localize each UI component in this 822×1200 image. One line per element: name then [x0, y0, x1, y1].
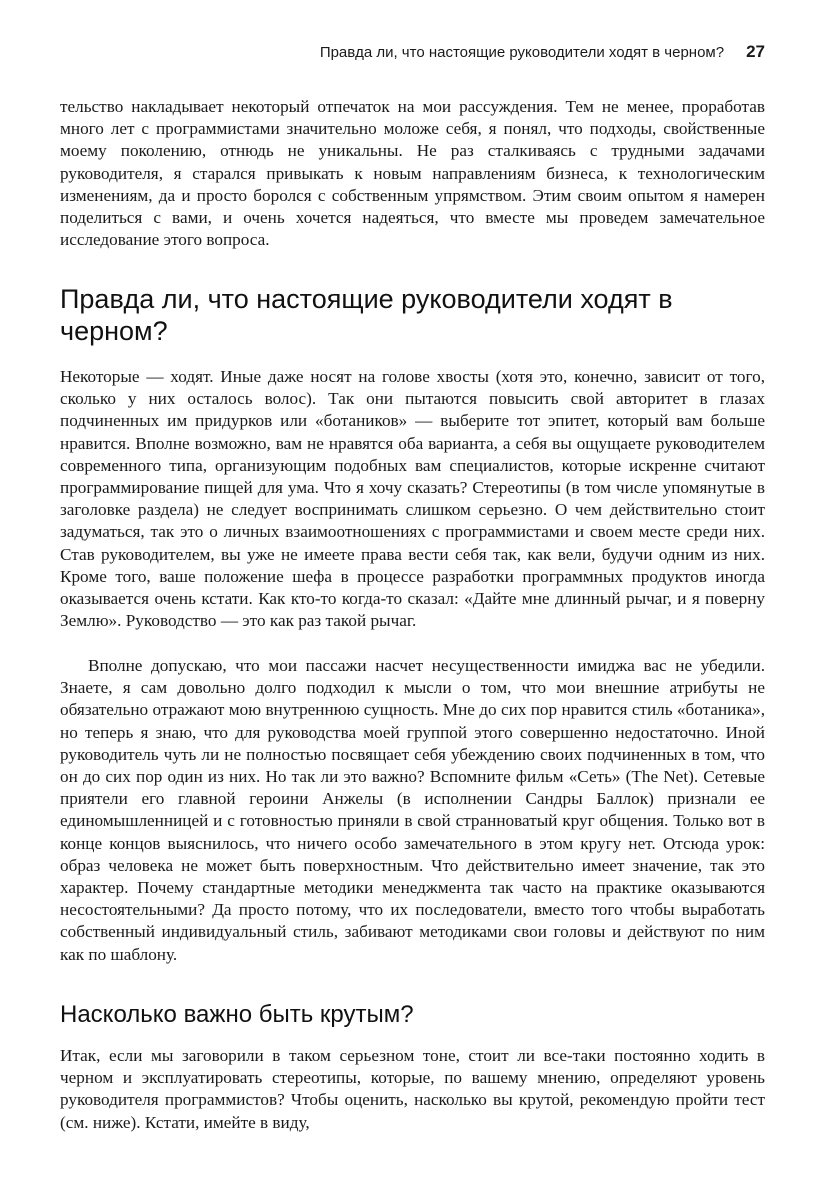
section-heading-coolness: Насколько важно быть крутым?: [60, 1001, 414, 1028]
intro-paragraph: тельство накладывает некоторый отпечаток на мои рассуждения. Тем не менее, проработав много лет с программистами значительно моложе себя, я понял, что подходы, свойственные моему поколению, отнюдь не уникальны. Не раз сталкиваясь с трудными задачами руководителя, я старался привыкать к новым направлениям бизнеса, к технологическим изменениям, да и просто боролся с собственным упрямством. Этим своим опытом я намерен поделиться с вами, и очень хочется надеяться, что вместе мы проведем замечательное исследование этого вопроса.: [60, 97, 765, 250]
section1-paragraph-2: Вполне допускаю, что мои пассажи насчет несущественности имиджа вас не убедили. Знаете, я сам довольно долго подходил к мысли о том, что мои внешние атрибуты не обязательно отражают мою внутреннюю сущность. Мне до сих пор нравится стиль «ботаника», но теперь я знаю, что для руководства моей группой этого совершенно недостаточно. Иной руководитель чуть ли не полностью посвящает себя убеждению своих подчиненных в том, что он до сих пор один из них. Но так ли это важно? Вспомните фильм «Сеть» (The Net). Сетевые приятели его главной героини Анжелы (в исполнении Сандры Баллок) признали ее единомышленницей и с готовностью приняли в свой странноватый круг общения. Только вот в конце концов выяснилось, что ничего особо замечательного в этом кругу нет. Отсюда урок: образ человека не может быть поверхностным. Что действительно имеет значение, так это характер. Почему стандартные методики менеджмента так часто на практике оказываются несостоятельными? Да просто потому, что их последователи, вместо того чтобы выработать собственный индивидуальный стиль, забивают методиками свои головы и действуют по ним как по шаблону.: [60, 656, 765, 964]
page-number: 27: [746, 42, 765, 61]
section-heading-black-clothes: Правда ли, что настоящие руководители ходят в черном?: [60, 284, 673, 346]
section2-paragraph-1: Итак, если мы заговорили в таком серьезном тоне, стоит ли все-таки постоянно ходить в черном и эксплуатировать стереотипы, которые, по вашему мнению, определяют уровень руководителя программистов? Чтобы оценить, насколько вы крутой, рекомендую пройти тест (см. ниже). Кстати, имейте в виду,: [60, 1046, 765, 1132]
running-head: [60, 42, 765, 66]
section1-paragraph-1: Некоторые — ходят. Иные даже носят на голове хвосты (хотя это, конечно, зависит от того, сколько у них осталось волос). Так они пытаются повысить свой авторитет в глазах подчиненных им придурков или «ботаников» — выберите тот эпитет, который вам больше нравится. Вполне возможно, вам не нравятся оба варианта, а себя вы ощущаете руководителем современного типа, организующим подобных вам специалистов, которые искренне считают программирование пищей для ума. Что я хочу сказать? Стереотипы (в том числе упомянутые в заголовке раздела) не следует воспринимать слишком серьезно. О чем действительно стоит задуматься, так это о личных взаимоотношениях с программистами и своем месте среди них. Став руководителем, вы уже не имеете права вести себя так, как вели, будучи одним из них. Кроме того, ваше положение шефа в процессе разработки программных продуктов иногда оказывается очень кстати. Как кто-то когда-то сказал: «Дайте мне длинный рычаг, и я поверну Землю». Руководство — это как раз такой рычаг.: [60, 367, 765, 631]
running-title: Правда ли, что настоящие руководители ходят в черном?: [319, 44, 725, 61]
